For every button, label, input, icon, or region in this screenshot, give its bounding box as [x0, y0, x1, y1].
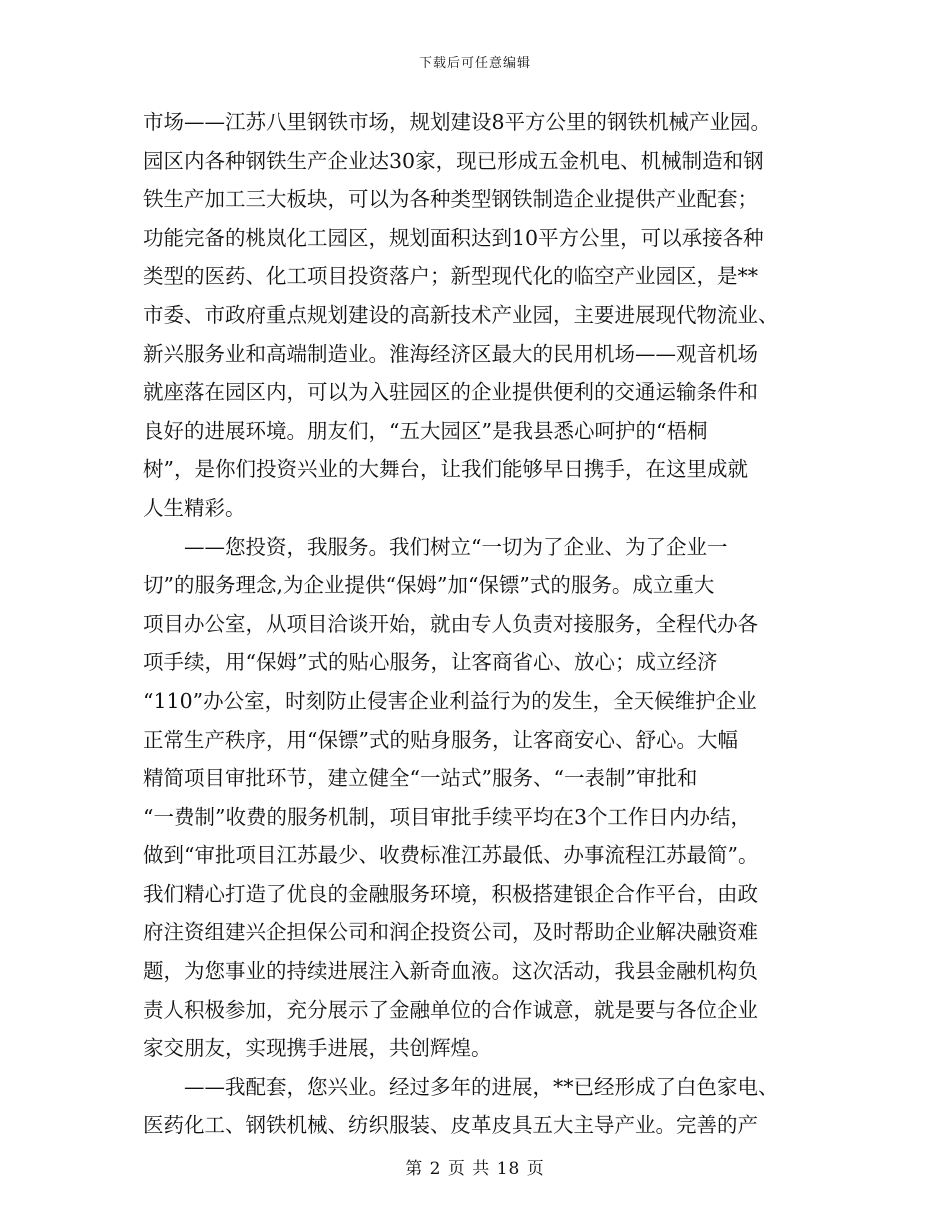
text-line: 良好的进展环境。朋友们，“五大园区”是我县悉心呵护的“梧桐 — [143, 418, 708, 443]
paragraph-start-line: ——您投资，我服务。我们树立“一切为了企业、为了企业一 — [184, 534, 728, 559]
text-line: 题，为您事业的持续进展注入新奇血液。这次活动，我县金融机构负 — [143, 959, 758, 984]
text-line: 树”，是你们投资兴业的大舞台，让我们能够早日携手，在这里成就 — [143, 457, 748, 482]
text-line: 正常生产秩序，用“保镖”式的贴身服务，让客商安心、舒心。大幅 — [143, 727, 738, 752]
text-line: 市委、市政府重点规划建设的高新技术产业园，主要进展现代物流业、 — [143, 302, 779, 327]
paragraph-start-line: ——我配套，您兴业。经过多年的进展，**已经形成了白色家电、 — [184, 1074, 779, 1099]
text-line: 铁生产加工三大板块，可以为各种类型钢铁制造企业提供产业配套； — [143, 187, 758, 212]
document-body — [143, 103, 813, 1145]
text-line: 市场——江苏八里钢铁市场，规划建设8平方公里的钢铁机械产业园。 — [143, 110, 772, 134]
text-line: 家交朋友，实现携手进展，共创辉煌。 — [143, 1036, 492, 1061]
text-line: 项手续，用“保姆”式的贴心服务，让客商省心、放心；成立经济 — [143, 650, 718, 675]
text-line: 做到“审批项目江苏最少、收费标准江苏最低、办事流程江苏最简”。 — [143, 843, 759, 868]
text-line: 项目办公室，从项目洽谈开始，就由专人负责对接服务，全程代办各 — [143, 611, 758, 636]
text-line: 我们精心打造了优良的金融服务环境，积极搭建银企合作平台，由政 — [143, 881, 758, 906]
text-line: 园区内各种钢铁生产企业达30家，现已形成五金机电、机械制造和钢 — [143, 148, 764, 173]
text-line: 就座落在园区内，可以为入驻园区的企业提供便利的交通运输条件和 — [143, 380, 758, 405]
text-line: 医药化工、钢铁机械、纺织服装、皮革皮具五大主导产业。完善的产 — [143, 1113, 758, 1138]
text-line: 府注资组建兴企担保公司和润企投资公司，及时帮助企业解决融资难 — [143, 920, 758, 945]
text-line: 新兴服务业和高端制造业。淮海经济区最大的民用机场——观音机场 — [143, 341, 758, 366]
page-header-note: 下载后可任意编辑 — [418, 56, 531, 71]
text-line: 精简项目审批环节，建立健全“一站式”服务、“一表制”审批和 — [143, 766, 698, 791]
text-line: “110”办公室，时刻防止侵害企业利益行为的发生，全天候维护企业 — [143, 688, 757, 713]
text-line: 功能完备的桃岚化工园区，规划面积达到10平方公里，可以承接各种 — [143, 225, 764, 250]
text-line: “一费制”收费的服务机制，项目审批手续平均在3个工作日内办结， — [143, 804, 752, 829]
text-line: 人生精彩。 — [143, 495, 246, 520]
text-line: 责人积极参加，充分展示了金融单位的合作诚意，就是要与各位企业 — [143, 997, 758, 1022]
page-number-footer: 第 2 页 共 18 页 — [405, 1159, 545, 1179]
text-line: 类型的医药、化工项目投资落户；新型现代化的临空产业园区，是** — [143, 264, 758, 289]
text-line: 切”的服务理念,为企业提供“保姆”加“保镖”式的服务。成立重大 — [143, 573, 715, 598]
